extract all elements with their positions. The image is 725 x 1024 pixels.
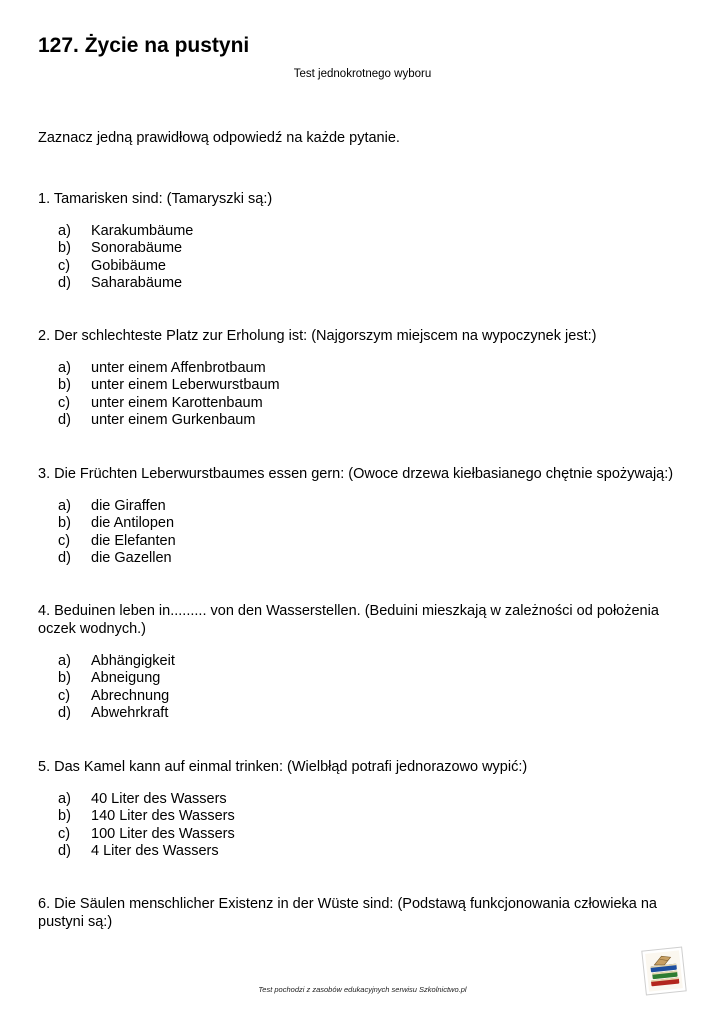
option-d[interactable]: d) die Gazellen xyxy=(58,549,172,566)
option-list xyxy=(58,360,280,429)
question-text: 5. Das Kamel kann auf einmal trinken: (Wielbłąd potrafi jednorazowo wypić:) xyxy=(38,759,528,775)
question-2 xyxy=(38,327,688,428)
option-c[interactable]: c) Abrechnung xyxy=(58,687,170,704)
page-subtitle: Test jednokrotnego wyboru xyxy=(293,68,432,80)
option-b[interactable]: b) unter einem Leberwurstbaum xyxy=(58,377,280,394)
option-b[interactable]: b) 140 Liter des Wassers xyxy=(58,808,235,825)
option-a[interactable]: a) 40 Liter des Wassers xyxy=(58,791,227,807)
option-c[interactable]: c) Gobibäume xyxy=(58,257,166,274)
question-1 xyxy=(38,190,688,291)
question-text: 3. Die Früchten Leberwurstbaumes essen gern: (Owoce drzewa kiełbasianego chętnie spożywają:) xyxy=(38,466,674,482)
question-text: 2. Der schlechteste Platz zur Erholung ist: (Najgorszym miejscem na wypoczynek jest:) xyxy=(38,328,597,344)
option-b[interactable]: b) Sonorabäume xyxy=(58,240,183,257)
option-a[interactable]: a) Abhängigkeit xyxy=(58,653,175,669)
option-a[interactable]: a) Karakumbäume xyxy=(58,223,194,239)
question-text: 4. Beduinen leben in......... von den Wasserstellen. (Beduini mieszkają w zależności od położenia oczek wodnych.) xyxy=(38,603,659,637)
option-a[interactable]: a) die Giraffen xyxy=(58,498,166,514)
question-5 xyxy=(38,758,688,859)
option-list xyxy=(58,653,175,722)
page-title: 127. Życie na pustyni xyxy=(38,34,250,57)
option-c[interactable]: c) 100 Liter des Wassers xyxy=(58,825,235,842)
option-c[interactable]: c) die Elefanten xyxy=(58,532,176,549)
footer-source-text: Test pochodzi z zasobów edukacyjnych serwisu Szkolnictwo.pl xyxy=(258,985,467,994)
option-list xyxy=(58,223,193,292)
option-b[interactable]: b) Abneigung xyxy=(58,670,161,687)
instruction-text: Zaznacz jedną prawidłową odpowiedź na każde pytanie. xyxy=(38,130,400,146)
option-b[interactable]: b) die Antilopen xyxy=(58,515,175,532)
question-text: 1. Tamarisken sind: (Tamaryszki są:) xyxy=(38,191,273,207)
books-icon xyxy=(641,946,687,996)
option-d[interactable]: d) Saharabäume xyxy=(58,274,183,291)
option-list xyxy=(58,791,235,860)
option-d[interactable]: d) unter einem Gurkenbaum xyxy=(58,411,256,428)
question-text: 6. Die Säulen menschlicher Existenz in der Wüste sind: (Podstawą funkcjonowania człowieka na pustyni są:) xyxy=(38,896,657,930)
question-4 xyxy=(38,602,688,721)
option-d[interactable]: d) Abwehrkraft xyxy=(58,704,169,721)
option-list xyxy=(58,498,176,567)
question-6 xyxy=(38,895,688,931)
option-d[interactable]: d) 4 Liter des Wassers xyxy=(58,842,219,859)
question-3 xyxy=(38,465,688,566)
option-a[interactable]: a) unter einem Affenbrotbaum xyxy=(58,360,266,376)
option-c[interactable]: c) unter einem Karottenbaum xyxy=(58,394,263,411)
